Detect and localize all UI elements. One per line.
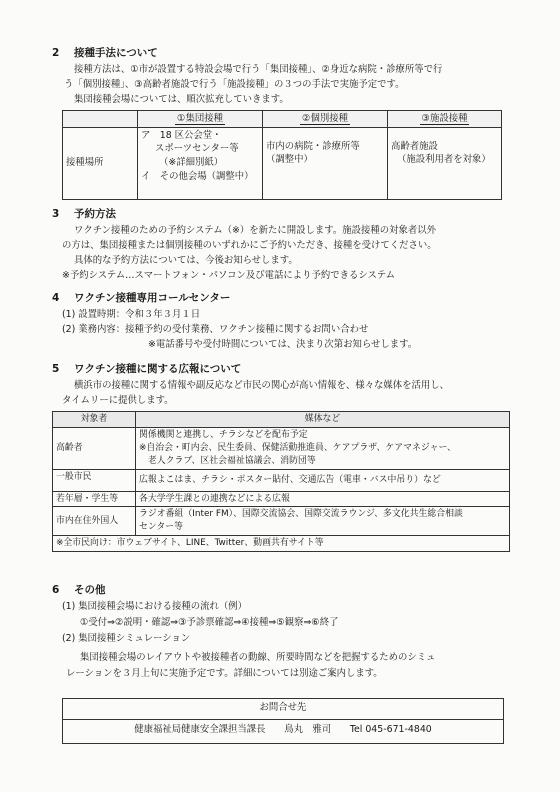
public-relations-table [52, 411, 510, 552]
header-individual-vaccination: ②個別接種 [263, 111, 388, 128]
row-label-location: 接種場所 [63, 127, 138, 199]
all-citizens-note: ※全市民向け：市ウェブサイト、LINE、Twitter、動画共有サイト等 [53, 536, 510, 552]
target-cell: 一般市民 [53, 469, 136, 491]
table-row [53, 491, 510, 507]
section-3-heading: 3 予約方法 [52, 208, 116, 220]
table-row [53, 507, 510, 536]
contact-title: お問合せ先 [259, 702, 307, 713]
table-row [53, 469, 510, 491]
s2-paragraph-3: 集団接種会場については、順次拡充していきます。 [74, 94, 289, 105]
target-cell: 市内在住外国人 [53, 507, 136, 536]
target-cell: 若年層・学生等 [53, 491, 136, 507]
s6-line-1: (1) 集団接種会場における接種の流れ（例） [62, 601, 248, 612]
table-row [53, 427, 510, 469]
individual-vaccination-locations: 市内の病院・診療所等 （調整中） [263, 127, 388, 199]
contact-info: 健康福祉局健康安全課担当課長 鳥丸 雅司 Tel 045-671-4840 [134, 724, 432, 735]
group-vaccination-locations: ア 18 区公会堂・ スポーツセンター等 （※詳細別紙） イ その他会場（調整中） [138, 127, 263, 199]
s5-paragraph-2: タイムリーに提供します。 [62, 395, 174, 406]
s3-paragraph-2: の方は、集団接種または個別接種のいずれかにご予約いただき、接種を受けてください。 [62, 240, 437, 251]
s5-paragraph-1: 横浜市の接種に関する情報や副反応など市民の関心が高い情報を、様々な媒体を活用し、 [74, 380, 450, 391]
s3-paragraph-1: ワクチン接種のための予約システム（※）を新たに開設します。施設接種の対象者以外 [74, 225, 436, 236]
s3-paragraph-3: 具体的な予約方法については、今後お知らせします。 [74, 255, 298, 266]
s2-paragraph-2: う「個別接種」、③高齢者施設で行う「施設接種」の３つの手法で実施予定です。 [64, 79, 405, 90]
vaccination-method-table [62, 110, 502, 200]
s2-paragraph-1: 接種方法は、①市が設置する特設会場で行う「集団接種」、②身近な病院・診療所等で行 [74, 64, 443, 75]
s6-line-5: レーションを３月上旬に実施予定です。詳細については別途ご案内します。 [66, 668, 383, 679]
facility-vaccination-locations: 高齢者施設 （施設利用者を対象） [388, 127, 502, 199]
header-target: 対象者 [53, 412, 136, 428]
media-cell: 広報よこはま、チラシ・ポスター貼付、交通広告（電車・バス中吊り）など [136, 469, 510, 491]
target-cell: 高齢者 [53, 427, 136, 469]
media-cell: 各大学学生課との連携などによる広報 [136, 491, 510, 507]
header-group-vaccination: ①集団接種 [138, 111, 263, 128]
media-cell: 関係機関と連携し、チラシなどを配布予定 ※自治会・町内会、民生委員、保健活動推進員、ケアプラザ、ケアマネジャー、 老人クラブ、区社会福祉協議会、消防団等 [136, 427, 510, 469]
s4-line-3: ※電話番号や受付時間については、決まり次第お知らせします。 [148, 339, 418, 350]
s3-note: ※予約システム…スマートフォン・パソコン及び電話により予約できるシステム [62, 270, 395, 281]
header-media: 媒体など [136, 412, 510, 428]
header-facility-vaccination: ③施設接種 [388, 111, 502, 128]
s4-line-2: (2) 業務内容：接種予約の受付業務、ワクチン接種に関するお問い合わせ [62, 324, 369, 335]
contact-box [62, 698, 504, 744]
section-5-heading: 5 ワクチン接種に関する広報について [52, 363, 242, 375]
s6-line-3: (2) 集団接種シミュレーション [62, 633, 191, 644]
section-4-heading: 4 ワクチン接種専用コールセンター [52, 292, 231, 304]
section-2-heading: 2 接種手法について [52, 47, 158, 59]
s6-line-2: ①受付⇒②説明・確認⇒③予診票確認⇒④接種⇒⑤観察⇒⑥終了 [80, 617, 339, 628]
section-6-heading: 6 その他 [52, 584, 106, 596]
s6-line-4: 集団接種会場のレイアウトや被接種者の動線、所要時間などを把握するためのシミュ [80, 652, 436, 663]
table-corner [63, 111, 138, 128]
table-note-row [53, 536, 510, 552]
s4-line-1: (1) 設置時期：令和３年３月１日 [62, 309, 201, 320]
media-cell: ラジオ番組（Inter FM）、国際交流協会、国際交流ラウンジ、多文化共生総合相談 センター等 [136, 507, 510, 536]
